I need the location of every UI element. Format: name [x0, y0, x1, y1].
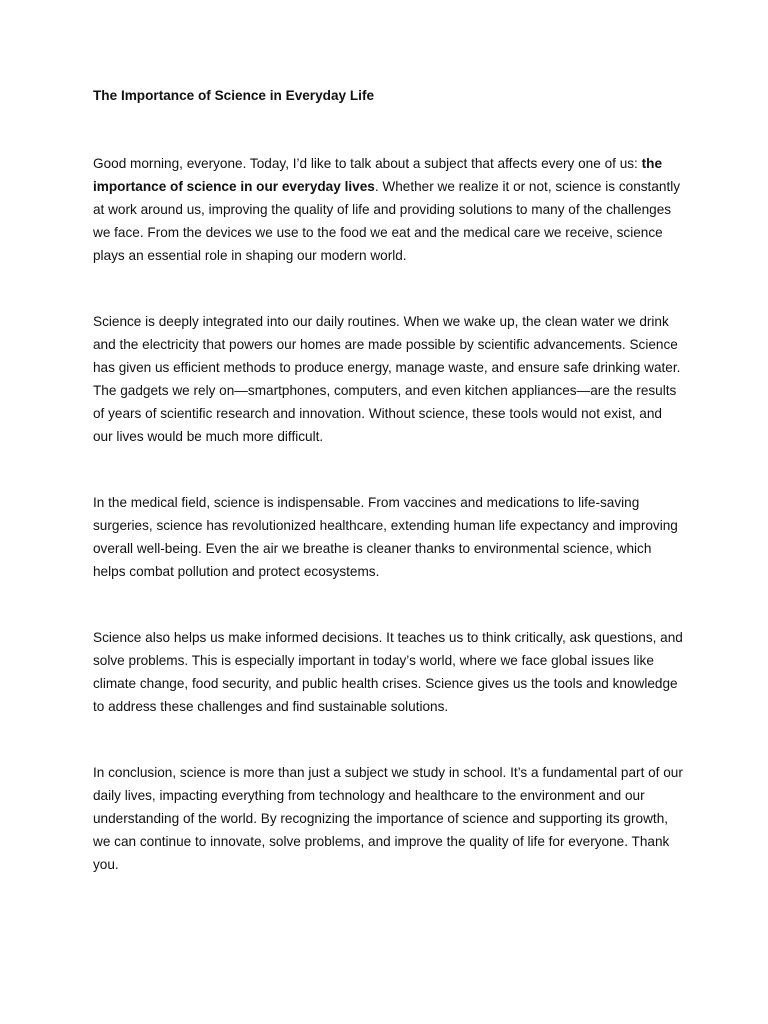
document-page: [93, 86, 683, 876]
intro-emphasis: the importance of science in our everyday lives: [93, 156, 662, 194]
document-title: The Importance of Science in Everyday Life: [93, 88, 375, 103]
paragraph-daily-routines: Science is deeply integrated into our daily routines. When we wake up, the clean water we drink and the electricity that powers our homes are made possible by scientific advancements. Science has given us efficient methods to produce energy, manage waste, and ensure safe drinking water. The gadgets we rely on—smartphones, computers, and even kitchen appliances—are the results of years of scientific research and innovation. Without science, these tools would not exist, and our lives would be much more difficult.: [93, 314, 681, 444]
intro-text-after: . Whether we realize it or not, science is constantly at work around us, improving the quality of life and providing solutions to many of the challenges we face. From the devices we use to the food we eat and the medical care we receive, science plays an essential role in shaping our modern world.: [93, 179, 681, 263]
paragraph-intro: [93, 152, 683, 267]
paragraph-conclusion: In conclusion, science is more than just a subject we study in school. It’s a fundamental part of our daily lives, impacting everything from technology and healthcare to the environment and our understanding of the world. By recognizing the importance of science and supporting its growth, we can continue to innovate, solve problems, and improve the quality of life for everyone. Thank you.: [93, 765, 683, 872]
paragraph-medical-field: In the medical field, science is indispensable. From vaccines and medications to life-saving surgeries, science has revolutionized healthcare, extending human life expectancy and improving overall well-being. Even the air we breathe is cleaner thanks to environmental science, which helps combat pollution and protect ecosystems.: [93, 495, 678, 579]
paragraph-informed-decisions: Science also helps us make informed decisions. It teaches us to think critically, ask questions, and solve problems. This is especially important in today’s world, where we face global issues like climate change, food security, and public health crises. Science gives us the tools and knowledge to address these challenges and find sustainable solutions.: [93, 630, 683, 714]
intro-text-before: Good morning, everyone. Today, I’d like to talk about a subject that affects every one of us:: [93, 156, 642, 171]
